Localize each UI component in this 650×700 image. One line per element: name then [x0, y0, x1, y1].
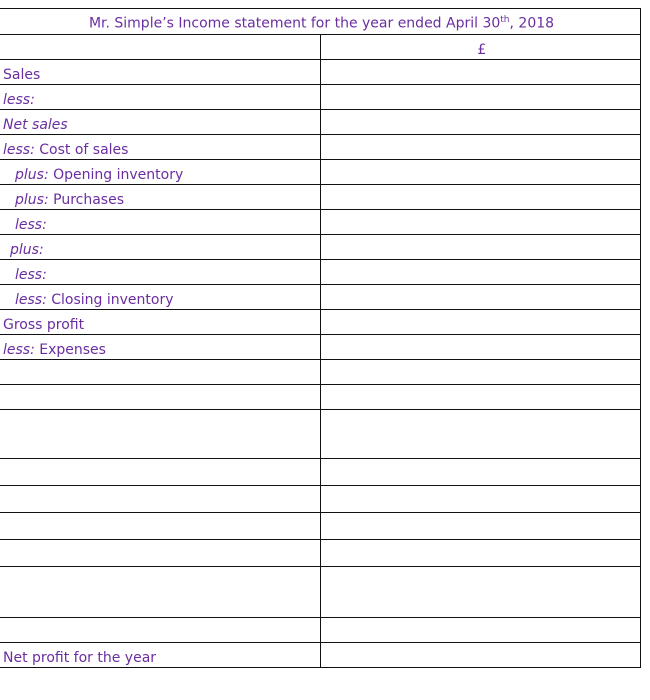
row-net-sales: [0, 110, 641, 135]
amount-cell[interactable]: [320, 60, 640, 85]
row-label: Gross profit: [0, 310, 320, 335]
expense-label-cell[interactable]: [0, 360, 320, 385]
row-less-returns: [0, 85, 641, 110]
header-blank-cell: [0, 35, 320, 60]
row-plus: [0, 235, 641, 260]
income-statement-table: [0, 8, 641, 668]
expense-label-cell[interactable]: [0, 513, 320, 540]
row-purchases: [0, 185, 641, 210]
currency-header-row: [0, 35, 641, 60]
amount-cell[interactable]: [320, 643, 640, 668]
row-opening-inventory: [0, 160, 641, 185]
expense-label-cell[interactable]: [0, 540, 320, 567]
expense-row: [0, 459, 641, 486]
row-label: less: Closing inventory: [0, 285, 320, 310]
expense-row: [0, 385, 641, 410]
amount-cell[interactable]: [320, 285, 640, 310]
row-net-profit: [0, 643, 641, 668]
amount-cell[interactable]: [320, 618, 640, 643]
amount-cell[interactable]: [320, 110, 640, 135]
amount-cell[interactable]: [320, 360, 640, 385]
expense-row: [0, 540, 641, 567]
expense-row: [0, 567, 641, 618]
amount-cell[interactable]: [320, 567, 640, 618]
amount-cell[interactable]: [320, 185, 640, 210]
row-label: Sales: [0, 60, 320, 85]
row-less-1: [0, 210, 641, 235]
row-label: less:: [0, 210, 320, 235]
row-label: less:: [0, 260, 320, 285]
amount-cell[interactable]: [320, 540, 640, 567]
amount-cell[interactable]: [320, 85, 640, 110]
net-profit-label: Net profit for the year: [0, 643, 320, 668]
row-label: Net sales: [0, 110, 320, 135]
statement-title: Mr. Simple’s Income statement for the year ended April 30th, 2018: [0, 9, 641, 35]
currency-header: £: [320, 35, 640, 60]
amount-cell[interactable]: [320, 235, 640, 260]
amount-cell[interactable]: [320, 260, 640, 285]
expense-row: [0, 410, 641, 459]
amount-cell[interactable]: [320, 385, 640, 410]
amount-cell[interactable]: [320, 513, 640, 540]
expense-label-cell[interactable]: [0, 410, 320, 459]
row-closing-inventory: [0, 285, 641, 310]
amount-cell[interactable]: [320, 160, 640, 185]
expense-label-cell[interactable]: [0, 567, 320, 618]
row-expenses: [0, 335, 641, 360]
expense-label-cell[interactable]: [0, 618, 320, 643]
row-label: less: Cost of sales: [0, 135, 320, 160]
amount-cell[interactable]: [320, 486, 640, 513]
row-sales: [0, 60, 641, 85]
row-less-2: [0, 260, 641, 285]
amount-cell[interactable]: [320, 135, 640, 160]
expense-row: [0, 486, 641, 513]
expense-label-cell[interactable]: [0, 486, 320, 513]
row-label: plus:: [0, 235, 320, 260]
amount-cell[interactable]: [320, 459, 640, 486]
row-label: plus: Purchases: [0, 185, 320, 210]
income-statement-form: [0, 8, 641, 668]
expense-row: [0, 513, 641, 540]
expense-row: [0, 618, 641, 643]
expense-label-cell[interactable]: [0, 459, 320, 486]
row-label: less: Expenses: [0, 335, 320, 360]
amount-cell[interactable]: [320, 335, 640, 360]
amount-cell[interactable]: [320, 310, 640, 335]
amount-cell[interactable]: [320, 210, 640, 235]
row-label: plus: Opening inventory: [0, 160, 320, 185]
row-label: less:: [0, 85, 320, 110]
expense-label-cell[interactable]: [0, 385, 320, 410]
amount-cell[interactable]: [320, 410, 640, 459]
expense-row: [0, 360, 641, 385]
row-cost-of-sales: [0, 135, 641, 160]
row-gross-profit: [0, 310, 641, 335]
title-row: [0, 9, 641, 35]
